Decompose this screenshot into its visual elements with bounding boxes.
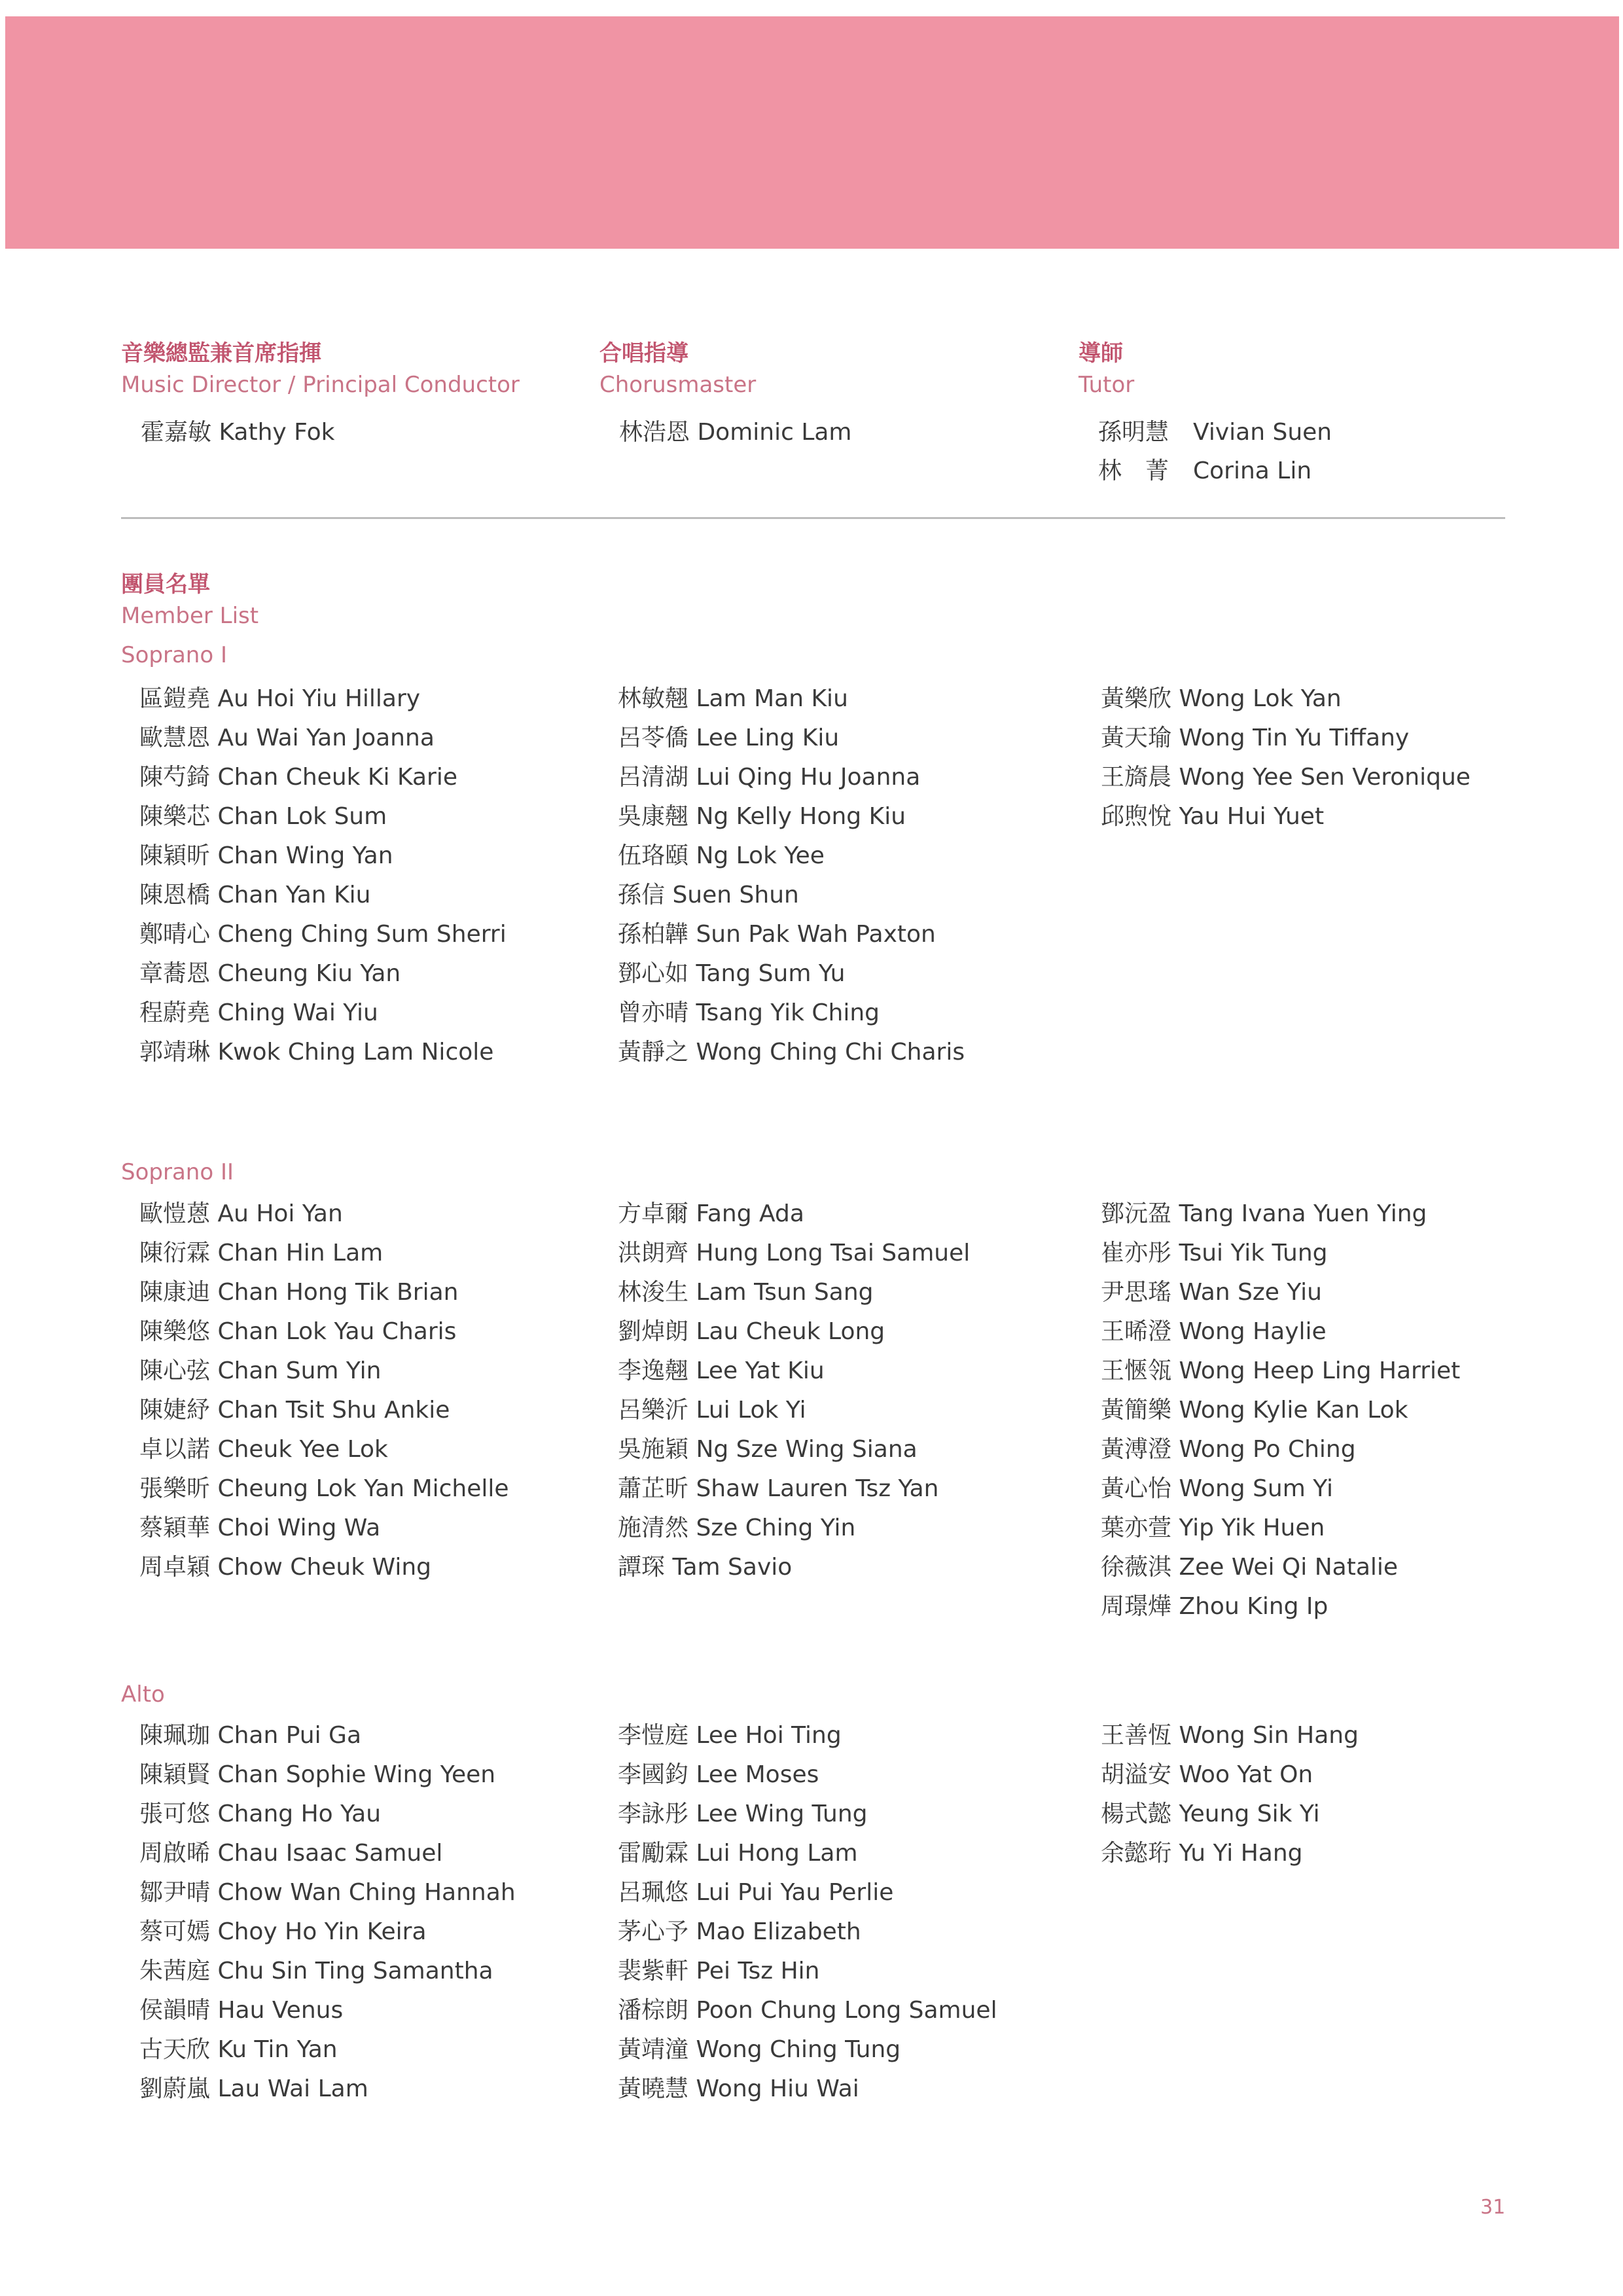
member-name: 郭靖琳 Kwok Ching Lam Nicole [139,1039,494,1066]
member-name: 周啟晞 Chau Isaac Samuel [139,1840,443,1867]
member-name: 裴紫軒 Pei Tsz Hin [618,1958,820,1984]
tutor-name [1098,413,1537,452]
member-name: 卓以諾 Cheuk Yee Lok [139,1436,388,1463]
member-name: 伍珞頤 Ng Lok Yee [618,842,825,869]
member-name: 章蕎恩 Cheung Kiu Yan [139,960,401,987]
member-name: 楊式懿 Yeung Sik Yi [1101,1801,1320,1827]
member-name: 曾亦晴 Tsang Yik Ching [618,999,880,1026]
member-name: 李愷庭 Lee Hoi Ting [618,1722,842,1749]
member-column [618,679,965,1072]
section-title: Soprano I [121,642,227,668]
member-name: 劉焯朗 Lau Cheuk Long [618,1318,885,1345]
member-name: 黃天瑜 Wong Tin Yu Tiffany [1101,725,1410,751]
member-name: 李國鈞 Lee Moses [618,1761,819,1788]
member-name: 黃靖潼 Wong Ching Tung [618,2036,901,2063]
member-name: 李逸翹 Lee Yat Kiu [618,1357,825,1384]
member-name: 雷勵霖 Lui Hong Lam [618,1840,858,1867]
chorusmaster-title-zh: 合唱指導 [599,340,688,367]
chorusmaster-name: 林浩恩 Dominic Lam [619,419,852,446]
member-name: 陳樂芯 Chan Lok Sum [139,803,387,830]
member-name: 孫柏韡 Sun Pak Wah Paxton [618,921,936,948]
member-name: 王晞澄 Wong Haylie [1101,1318,1327,1345]
chorusmaster-title-en: Chorusmaster [599,372,757,398]
member-list-title-zh: 團員名單 [121,571,210,598]
member-name: 黃曉慧 Wong Hiu Wai [618,2075,859,2102]
member-column [618,1716,997,2109]
member-name: 歐慧恩 Au Wai Yan Joanna [139,725,435,751]
member-name: 王善恆 Wong Sin Hang [1101,1722,1359,1749]
member-name: 程蔚堯 Ching Wai Yiu [139,999,378,1026]
member-column [618,1194,970,1587]
member-name: 區鎧堯 Au Hoi Yiu Hillary [139,685,421,712]
member-name: 黃樂欣 Wong Lok Yan [1101,685,1342,712]
member-name: 呂清湖 Lui Qing Hu Joanna [618,764,921,791]
member-name: 鄭晴心 Cheng Ching Sum Sherri [139,921,507,948]
member-name: 陳心弦 Chan Sum Yin [139,1357,382,1384]
member-name: 呂樂沂 Lui Lok Yi [618,1397,806,1424]
member-column [1101,679,1471,836]
member-name: 朱茜庭 Chu Sin Ting Samantha [139,1958,493,1984]
tutor-name [1098,452,1537,490]
member-name: 吳康翹 Ng Kelly Hong Kiu [618,803,906,830]
member-name: 呂苓僑 Lee Ling Kiu [618,725,840,751]
member-name: 陳樂悠 Chan Lok Yau Charis [139,1318,457,1345]
member-name: 蔡可嫣 Choy Ho Yin Keira [139,1918,427,1945]
member-column [1101,1194,1460,1626]
member-name: 張樂昕 Cheung Lok Yan Michelle [139,1475,509,1502]
director-block [121,337,579,452]
tutor-name-zh: 孫明慧 [1098,419,1169,446]
member-name: 徐薇淇 Zee Wei Qi Natalie [1101,1554,1399,1581]
tutor-name-en: Vivian Suen [1193,419,1332,446]
member-name: 尹思瑤 Wan Sze Yiu [1101,1279,1322,1306]
member-name: 林浚生 Lam Tsun Sang [618,1279,874,1306]
tutor-block [1079,337,1537,490]
member-name: 洪朗齊 Hung Long Tsai Samuel [618,1240,971,1266]
member-name: 黃溥澄 Wong Po Ching [1101,1436,1356,1463]
member-name: 陳恩橋 Chan Yan Kiu [139,882,371,908]
member-name: 潘棕朗 Poon Chung Long Samuel [618,1997,997,2024]
member-column [139,679,507,1072]
member-name: 歐愷蒽 Au Hoi Yan [139,1200,343,1227]
member-name: 李詠彤 Lee Wing Tung [618,1801,868,1827]
section-title: Soprano II [121,1159,234,1185]
member-name: 黃簡樂 Wong Kylie Kan Lok [1101,1397,1408,1424]
member-name: 林敏翹 Lam Man Kiu [618,685,848,712]
member-list-title-en: Member List [121,603,259,629]
member-name: 陳芍錡 Chan Cheuk Ki Karie [139,764,457,791]
member-name: 鄒尹晴 Chow Wan Ching Hannah [139,1879,516,1906]
member-column [139,1716,516,2109]
member-name: 侯韻晴 Hau Venus [139,1997,344,2024]
header-banner [5,16,1619,249]
member-name: 陳婕紓 Chan Tsit Shu Ankie [139,1397,450,1424]
director-title-zh: 音樂總監兼首席指揮 [121,340,321,367]
member-name: 葉亦萱 Yip Yik Huen [1101,1515,1325,1541]
member-name: 吳施穎 Ng Sze Wing Siana [618,1436,918,1463]
director-title-en: Music Director / Principal Conductor [121,372,520,398]
member-column [139,1194,509,1587]
section-title: Alto [121,1681,165,1708]
member-list-heading [121,568,259,631]
member-name: 黃靜之 Wong Ching Chi Charis [618,1039,965,1066]
director-name: 霍嘉敏 Kathy Fok [141,419,335,446]
member-name: 周卓穎 Chow Cheuk Wing [139,1554,431,1581]
member-name: 張可悠 Chang Ho Yau [139,1801,382,1827]
member-name: 胡溢安 Woo Yat On [1101,1761,1313,1788]
member-name: 陳衍霖 Chan Hin Lam [139,1240,383,1266]
divider-rule [121,517,1505,519]
member-name: 鄧心如 Tang Sum Yu [618,960,846,987]
member-name: 王愜瓴 Wong Heep Ling Harriet [1101,1357,1461,1384]
member-name: 黃心怡 Wong Sum Yi [1101,1475,1333,1502]
member-name: 陳穎昕 Chan Wing Yan [139,842,393,869]
member-name: 邱煦悅 Yau Hui Yuet [1101,803,1325,830]
tutor-name-zh: 林 菁 [1098,457,1169,484]
member-name: 方卓爾 Fang Ada [618,1200,804,1227]
member-name: 周璟燁 Zhou King Ip [1101,1593,1329,1620]
member-column [1101,1716,1359,1873]
member-name: 蕭芷昕 Shaw Lauren Tsz Yan [618,1475,939,1502]
tutor-name-en: Corina Lin [1193,457,1312,484]
member-name: 茅心予 Mao Elizabeth [618,1918,861,1945]
member-name: 鄧沅盈 Tang Ivana Yuen Ying [1101,1200,1427,1227]
member-name: 施清然 Sze Ching Yin [618,1515,856,1541]
member-name: 古天欣 Ku Tin Yan [139,2036,338,2063]
member-name: 陳穎賢 Chan Sophie Wing Yeen [139,1761,496,1788]
member-name: 孫信 Suen Shun [618,882,799,908]
member-name: 王旖晨 Wong Yee Sen Veronique [1101,764,1471,791]
tutor-title-zh: 導師 [1079,340,1123,367]
member-name: 譚琛 Tam Savio [618,1554,793,1581]
member-name: 陳康迪 Chan Hong Tik Brian [139,1279,459,1306]
member-name: 呂珮悠 Lui Pui Yau Perlie [618,1879,894,1906]
member-name: 蔡穎華 Choi Wing Wa [139,1515,381,1541]
member-name: 劉蔚嵐 Lau Wai Lam [139,2075,368,2102]
member-name: 陳珮珈 Chan Pui Ga [139,1722,362,1749]
member-name: 余懿珩 Yu Yi Hang [1101,1840,1303,1867]
page-number: 31 [1480,2196,1506,2219]
chorusmaster-block [599,337,1058,452]
tutor-title-en: Tutor [1079,372,1135,398]
member-name: 崔亦彤 Tsui Yik Tung [1101,1240,1328,1266]
